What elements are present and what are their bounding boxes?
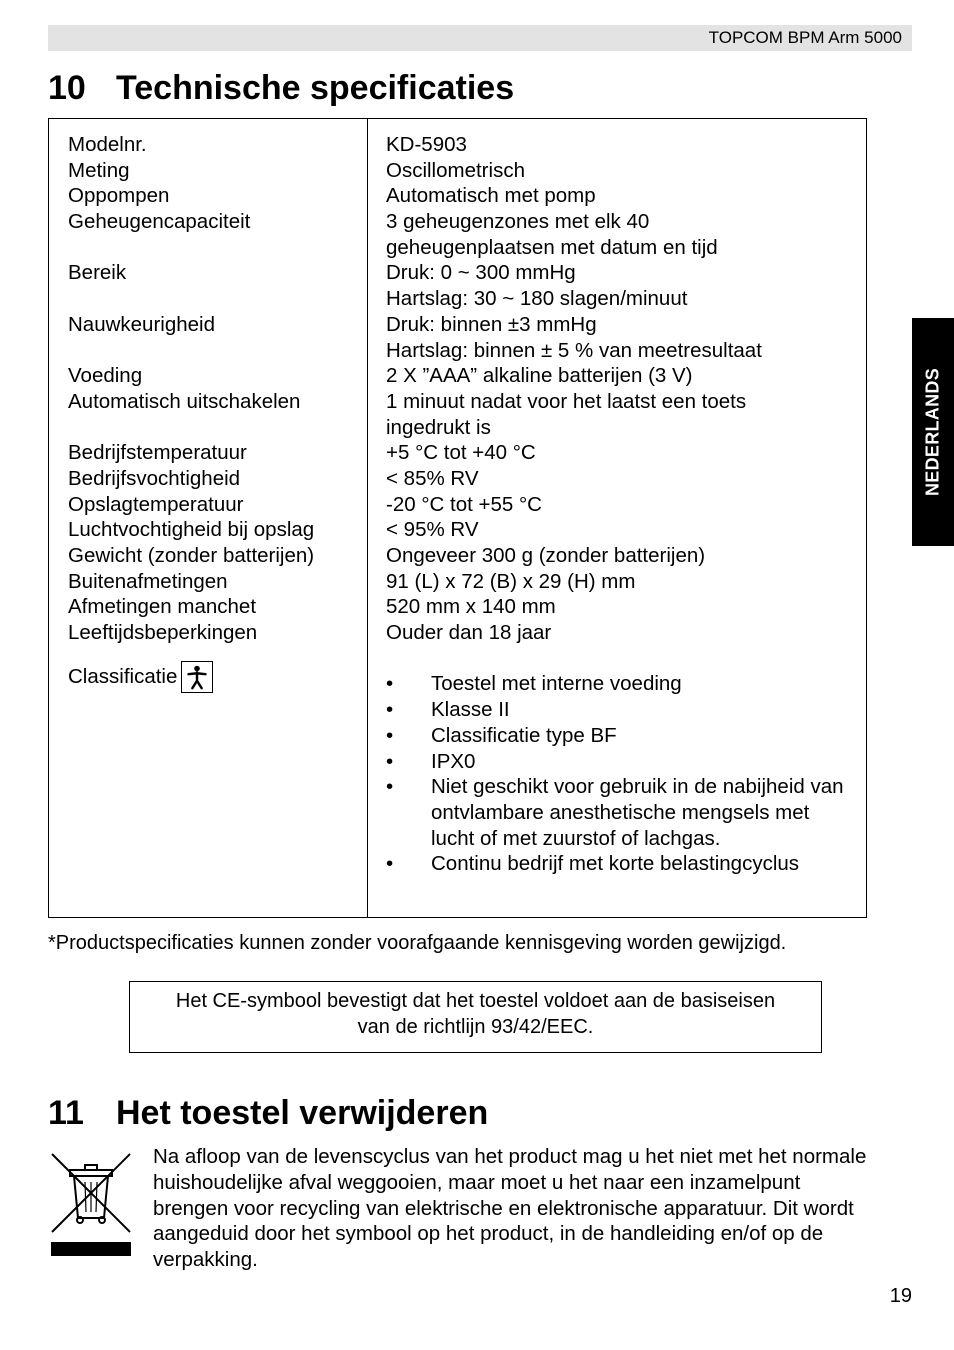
- table-column-divider: [367, 119, 368, 917]
- classification-label-row: [68, 661, 363, 693]
- paragraph-line: Na afloop van de levenscyclus van het product mag u het niet met het normale: [153, 1145, 867, 1168]
- section-10-title: Technische specificaties: [116, 69, 515, 107]
- header-product-name: TOPCOM BPM Arm 5000: [708, 28, 902, 47]
- language-tab: [912, 318, 954, 546]
- list-item: [386, 851, 856, 877]
- spec-value: Hartslag: binnen ± 5 % van meetresultaat: [386, 338, 762, 362]
- spec-label-column: [68, 132, 363, 693]
- classification-item: Continu bedrijf met korte belastingcyclus: [431, 852, 800, 876]
- page-number: 19: [889, 1285, 912, 1307]
- spec-table: [48, 118, 867, 918]
- list-item: [386, 723, 856, 749]
- spec-label: Voeding: [68, 364, 143, 388]
- spec-value: Automatisch met pomp: [386, 184, 596, 208]
- spec-label: Bedrijfsvochtigheid: [68, 466, 241, 490]
- spec-label: Nauwkeurigheid: [68, 312, 216, 336]
- spec-label: Bedrijfstemperatuur: [68, 441, 247, 465]
- spec-label: Oppompen: [68, 184, 170, 208]
- spec-value: ingedrukt is: [386, 415, 491, 439]
- spec-value: -20 °C tot +55 °C: [386, 492, 542, 516]
- classification-item: IPX0: [431, 749, 476, 773]
- spec-value: 1 minuut nadat voor het laatst een toets: [386, 389, 747, 413]
- section-11-number: 11: [48, 1094, 84, 1132]
- spec-value-column: [386, 132, 856, 877]
- spec-value: 3 geheugenzones met elk 40: [386, 210, 650, 234]
- classification-list: [386, 671, 856, 877]
- spec-label: Opslagtemperatuur: [68, 492, 244, 516]
- spec-value: Hartslag: 30 ~ 180 slagen/minuut: [386, 287, 688, 311]
- section-10-number: 10: [48, 69, 86, 107]
- spec-label: Buitenafmetingen: [68, 569, 228, 593]
- classification-item: Niet geschikt voor gebruik in de nabijheid van ontvlambare anesthetische mengsels met lucht of met zuurstof of lachgas.: [431, 775, 844, 850]
- spec-label: Automatisch uitschakelen: [68, 389, 301, 413]
- spec-label: Gewicht (zonder batterijen): [68, 544, 315, 567]
- ce-notice-line: van de richtlijn 93/42/EEC.: [357, 1015, 594, 1038]
- list-item: [386, 671, 856, 697]
- bullet: •: [386, 852, 394, 876]
- bullet: •: [386, 775, 394, 799]
- classification-label: Classificatie: [68, 664, 178, 688]
- bullet: •: [386, 672, 394, 696]
- spec-value: Druk: 0 ~ 300 mmHg: [386, 261, 576, 285]
- spec-label: Afmetingen manchet: [68, 595, 257, 619]
- spec-footnote: *Productspecificaties kunnen zonder voorafgaande kennisgeving worden gewijzigd.: [48, 932, 787, 954]
- weee-crossed-bin-icon: [50, 1152, 132, 1258]
- bullet: •: [386, 698, 394, 722]
- spec-label: Leeftijdsbeperkingen: [68, 621, 258, 645]
- spec-value: Ouder dan 18 jaar: [386, 621, 552, 645]
- ce-notice-line: Het CE-symbool bevestigt dat het toestel voldoet aan de basiseisen: [175, 990, 776, 1012]
- spec-label: Bereik: [68, 261, 127, 285]
- bullet: •: [386, 749, 394, 773]
- spec-label: Modelnr.: [68, 133, 147, 156]
- paragraph-line: verpakking.: [153, 1248, 258, 1272]
- spec-label: Geheugencapaciteit: [68, 210, 251, 234]
- spec-value: < 85% RV: [386, 466, 479, 490]
- spec-value: KD-5903: [386, 133, 467, 156]
- spec-value: Ongeveer 300 g (zonder batterijen): [386, 544, 706, 567]
- header-bar: [48, 25, 912, 51]
- spec-label: Meting: [68, 158, 130, 182]
- paragraph-line: aangeduid door het symbool op het product, in de handleiding en/of op de: [153, 1222, 824, 1246]
- section-11-heading: [48, 1093, 488, 1133]
- section-10-heading: [48, 68, 514, 108]
- classification-item: Classificatie type BF: [431, 723, 617, 747]
- section-11-title: Het toestel verwijderen: [116, 1094, 489, 1132]
- spec-value: Oscillometrisch: [386, 158, 525, 182]
- ce-notice-box: [129, 981, 822, 1053]
- disposal-paragraph: [153, 1144, 913, 1273]
- spec-value: Druk: binnen ±3 mmHg: [386, 312, 597, 336]
- classification-item: Toestel met interne voeding: [431, 672, 682, 696]
- spec-value: +5 °C tot +40 °C: [386, 441, 536, 465]
- spec-value: 520 mm x 140 mm: [386, 595, 556, 619]
- paragraph-line: brengen voor recycling van elektrische en elektronische apparatuur. Dit wordt: [153, 1196, 854, 1220]
- list-item: [386, 697, 856, 723]
- language-tab-label: NEDERLANDS: [922, 367, 943, 497]
- list-item: [386, 774, 856, 851]
- spec-label: Luchtvochtigheid bij opslag: [68, 518, 315, 542]
- spec-value: 2 X ”AAA” alkaline batterijen (3 V): [386, 364, 693, 388]
- bullet: •: [386, 723, 394, 747]
- type-bf-applied-part-icon: [181, 661, 213, 693]
- paragraph-line: huishoudelijke afval weggooien, maar moet u het naar een inzamelpunt: [153, 1170, 801, 1194]
- classification-item: Klasse II: [431, 698, 510, 722]
- spec-value: geheugenplaatsen met datum en tijd: [386, 235, 718, 259]
- list-item: [386, 749, 856, 775]
- spec-value: 91 (L) x 72 (B) x 29 (H) mm: [386, 569, 636, 593]
- spec-value: < 95% RV: [386, 518, 479, 542]
